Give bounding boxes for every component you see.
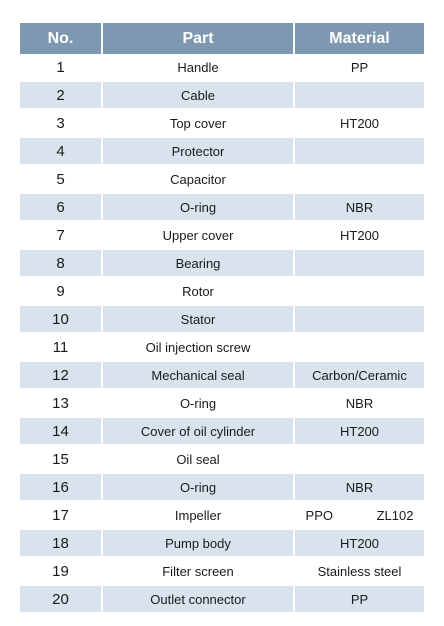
cell-part: Stator	[102, 305, 294, 333]
cell-material	[294, 137, 424, 165]
cell-no: 2	[20, 81, 102, 109]
cell-no: 14	[20, 417, 102, 445]
table-row	[20, 137, 424, 165]
header-no: No.	[20, 23, 102, 54]
cell-no: 10	[20, 305, 102, 333]
cell-no: 8	[20, 249, 102, 277]
cell-part: O-ring	[102, 193, 294, 221]
cell-part: Filter screen	[102, 557, 294, 585]
cell-part: Capacitor	[102, 165, 294, 193]
cell-no: 13	[20, 389, 102, 417]
cell-no: 6	[20, 193, 102, 221]
table-body	[20, 54, 424, 613]
cell-material	[294, 81, 424, 109]
cell-no: 9	[20, 277, 102, 305]
cell-material: HT200	[294, 221, 424, 249]
table-row	[20, 529, 424, 557]
cell-no: 19	[20, 557, 102, 585]
table-row	[20, 305, 424, 333]
table-row	[20, 109, 424, 137]
table-row	[20, 557, 424, 585]
table-row	[20, 417, 424, 445]
cell-material: NBR	[294, 389, 424, 417]
cell-part: Cable	[102, 81, 294, 109]
cell-part: Rotor	[102, 277, 294, 305]
cell-no: 16	[20, 473, 102, 501]
table-row	[20, 585, 424, 613]
cell-no: 20	[20, 585, 102, 613]
cell-material	[294, 333, 424, 361]
cell-no: 15	[20, 445, 102, 473]
table-row	[20, 221, 424, 249]
cell-part: Cover of oil cylinder	[102, 417, 294, 445]
cell-material: PP	[294, 585, 424, 613]
cell-part: Pump body	[102, 529, 294, 557]
table-header	[20, 23, 424, 54]
cell-part: Top cover	[102, 109, 294, 137]
cell-part: O-ring	[102, 473, 294, 501]
cell-no: 7	[20, 221, 102, 249]
table-row	[20, 193, 424, 221]
cell-material: PPO ZL102	[294, 501, 424, 529]
cell-material	[294, 305, 424, 333]
cell-material: NBR	[294, 193, 424, 221]
cell-material: PP	[294, 54, 424, 81]
table-row	[20, 445, 424, 473]
cell-part: Upper cover	[102, 221, 294, 249]
cell-material	[294, 277, 424, 305]
cell-material: HT200	[294, 417, 424, 445]
cell-material	[294, 445, 424, 473]
header-row	[20, 23, 424, 54]
table-row	[20, 165, 424, 193]
cell-no: 5	[20, 165, 102, 193]
cell-no: 18	[20, 529, 102, 557]
cell-material: Stainless steel	[294, 557, 424, 585]
cell-part: Handle	[102, 54, 294, 81]
cell-no: 12	[20, 361, 102, 389]
cell-part: Protector	[102, 137, 294, 165]
cell-part: Oil seal	[102, 445, 294, 473]
table-row	[20, 473, 424, 501]
cell-part: Outlet connector	[102, 585, 294, 613]
cell-part: Bearing	[102, 249, 294, 277]
cell-no: 17	[20, 501, 102, 529]
cell-material: Carbon/Ceramic	[294, 361, 424, 389]
table-row	[20, 361, 424, 389]
cell-part: Mechanical seal	[102, 361, 294, 389]
table-row	[20, 389, 424, 417]
cell-material	[294, 249, 424, 277]
cell-part: Oil injection screw	[102, 333, 294, 361]
table-row	[20, 333, 424, 361]
cell-material: NBR	[294, 473, 424, 501]
cell-material: HT200	[294, 109, 424, 137]
table-row	[20, 54, 424, 81]
parts-table	[20, 23, 424, 614]
header-material: Material	[294, 23, 424, 54]
cell-no: 11	[20, 333, 102, 361]
cell-part: O-ring	[102, 389, 294, 417]
cell-material: HT200	[294, 529, 424, 557]
table-row	[20, 501, 424, 529]
cell-material	[294, 165, 424, 193]
cell-no: 4	[20, 137, 102, 165]
table-row	[20, 81, 424, 109]
header-part: Part	[102, 23, 294, 54]
table-row	[20, 249, 424, 277]
table-row	[20, 277, 424, 305]
cell-no: 1	[20, 54, 102, 81]
cell-no: 3	[20, 109, 102, 137]
cell-part: Impeller	[102, 501, 294, 529]
